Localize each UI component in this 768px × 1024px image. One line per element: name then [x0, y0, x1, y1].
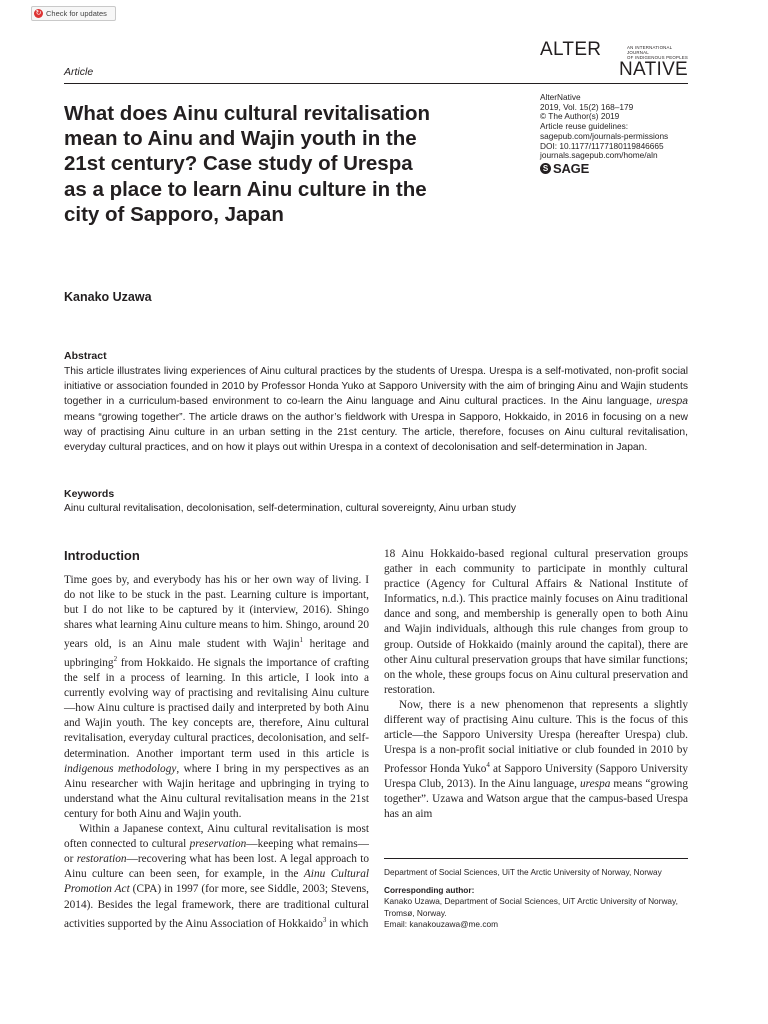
- volume-info: 2019, Vol. 15(2) 168–179: [540, 101, 634, 112]
- corresponding-author-text: Kanako Uzawa, Department of Social Sciences, UiT Arctic University of Norway, Tromsø, Norway.: [384, 896, 678, 918]
- affiliation: Department of Social Sciences, UiT the Arctic University of Norway, Norway: [384, 867, 662, 877]
- article-title: What does Ainu cultural revitalisation mean to Ainu and Wajin youth in the 21st century? Case study of Urespa as a place to learn Ainu culture in the city of Sapporo, Japan: [64, 102, 431, 226]
- footnote-rule: [384, 858, 688, 859]
- abstract-heading: Abstract: [64, 350, 107, 362]
- check-for-updates-badge[interactable]: [31, 6, 116, 21]
- intro-paragraph-1: Time goes by, and everybody has his or her own way of living. I do not like to be stuck in the past. Learning culture is important, but I do not like to be captured by it (interview, 2016). Shingo shares what learning Ainu culture means to him. Shingo, around 20 years old, is an Ainu male student with Wajin$^1$ heritage and upbringing$^2$ from Hokkaido. He signals the importance of crafting the self in a process of learning. In this article, I look into a currently evolving way of practising and revitalising Ainu culture—how Ainu culture is practised daily and interpreted by both Ainu and Wajin youth. The key concepts are, therefore, Ainu cultural revitalisation, everyday cultural practices, decolonisation, and self-determination. Another important term used in this article is indigenous methodology, where I bring in my perspectives as an Ainu researcher with Wajin heritage and upbringing in trying to understand what the Ainu cultural revitalisation means in the 21st century for both Ainu and Wajin youth.: [64, 574, 369, 820]
- intro-paragraph-3: 18 Ainu Hokkaido-based regional cultural preservation groups gather in each community to participate in monthly cultural practice (Agency for Cultural Affairs & National Institute of Informatics, n.d.). This practice mainly focuses on Ainu traditional dance and song, and membership is generally open to both Ainu and Wajin individuals, although this rule changes from group to group. Outside of Hokkaido (mainly around the capital), there are other Ainu cultural preservation groups that have similar functions; on the whole, these groups focus on Ainu cultural preservation and restoration.: [384, 548, 688, 696]
- author-name: Kanako Uzawa: [64, 290, 152, 304]
- article-type-label: Article: [64, 66, 94, 78]
- introduction-heading: Introduction: [64, 548, 140, 563]
- reuse-guidelines: Article reuse guidelines:: [540, 121, 629, 132]
- abstract-text: This article illustrates living experiences of Ainu cultural practices by the students of Urespa. Urespa is a self-motivated, non-profit social initiative or association founded in 2010 by Professor Honda Yuko at Sapporo University with the aim of bringing Ainu and Wajin students together in a curriculum-based environment to co-learn the Ainu language and Ainu cultural practices. In the Ainu language, urespa means “growing together”. The article draws on the author’s fieldwork with Urespa in Sapporo, Hokkaido, in 2016 in focusing on a new way of practising Ainu culture in an urban setting in the 21st century. The article, therefore, focuses on Ainu cultural revitalisation, everyday cultural practices, and on how it plays out within Urespa in a context of decolonisation and self-determination in Japan.: [64, 366, 688, 454]
- doi[interactable]: DOI: 10.1177/1177180119846665: [540, 140, 664, 151]
- body-column-right: [384, 547, 688, 822]
- sage-label: SAGE: [553, 160, 590, 176]
- article-metadata: [540, 93, 700, 174]
- journal-logo: [540, 40, 690, 80]
- copyright: © The Author(s) 2019: [540, 111, 620, 122]
- keywords-list: Ainu cultural revitalisation, decolonisation, self-determination, cultural sovereignty, Ainu urban study: [64, 503, 516, 514]
- body-column-left: [64, 573, 369, 931]
- sage-icon: S: [540, 163, 551, 174]
- logo-alter: ALTER: [540, 39, 602, 60]
- intro-paragraph-4: Now, there is a new phenomenon that represents a slightly different way of practising Ainu culture. This is the focus of this article—the Sapporo University Urespa (hereafter Urespa) club. Urespa is a non-profit social initiative or club founded in 2010 by Professor Honda Yuko$^4$ at Sapporo University (Sapporo University Urespa Club, 2013). In the Ainu language, urespa means “growing together”. Uzawa and Watson argue that the campus-based Urespa has an aim: [384, 698, 688, 821]
- intro-paragraph-2: Within a Japanese context, Ainu cultural revitalisation is most often connected to cultural preservation—keeping what remains—or restoration—recovering what has been lost. A legal approach to Ainu culture can been seen, for example, in the Ainu Cultural Promotion Act (CPA) in 1997 (for more, see Siddle, 2003; Stevens, 2014). Besides the legal framework, there are traditional cultural activities supported by the Ainu Association of Hokkaido$^3$ in which: [64, 823, 370, 930]
- sage-logo: [540, 160, 700, 176]
- author-email[interactable]: Email: kanakouzawa@me.com: [384, 918, 499, 929]
- check-for-updates-label: Check for updates: [46, 9, 107, 18]
- permissions-link[interactable]: sagepub.com/journals-permissions: [540, 130, 669, 141]
- logo-tagline: AN INTERNATIONAL JOURNAL OF INDIGENOUS PEOPLES: [627, 45, 689, 60]
- header-rule: [64, 83, 688, 84]
- footnote-block: [384, 867, 688, 930]
- keywords-heading: Keywords: [64, 488, 115, 500]
- corresponding-author-heading: Corresponding author:: [384, 885, 475, 896]
- journal-link[interactable]: journals.sagepub.com/home/aln: [540, 150, 658, 161]
- logo-native: NATIVE: [619, 59, 689, 80]
- refresh-icon: ↻: [35, 10, 42, 17]
- journal-name: AlterNative: [540, 92, 581, 102]
